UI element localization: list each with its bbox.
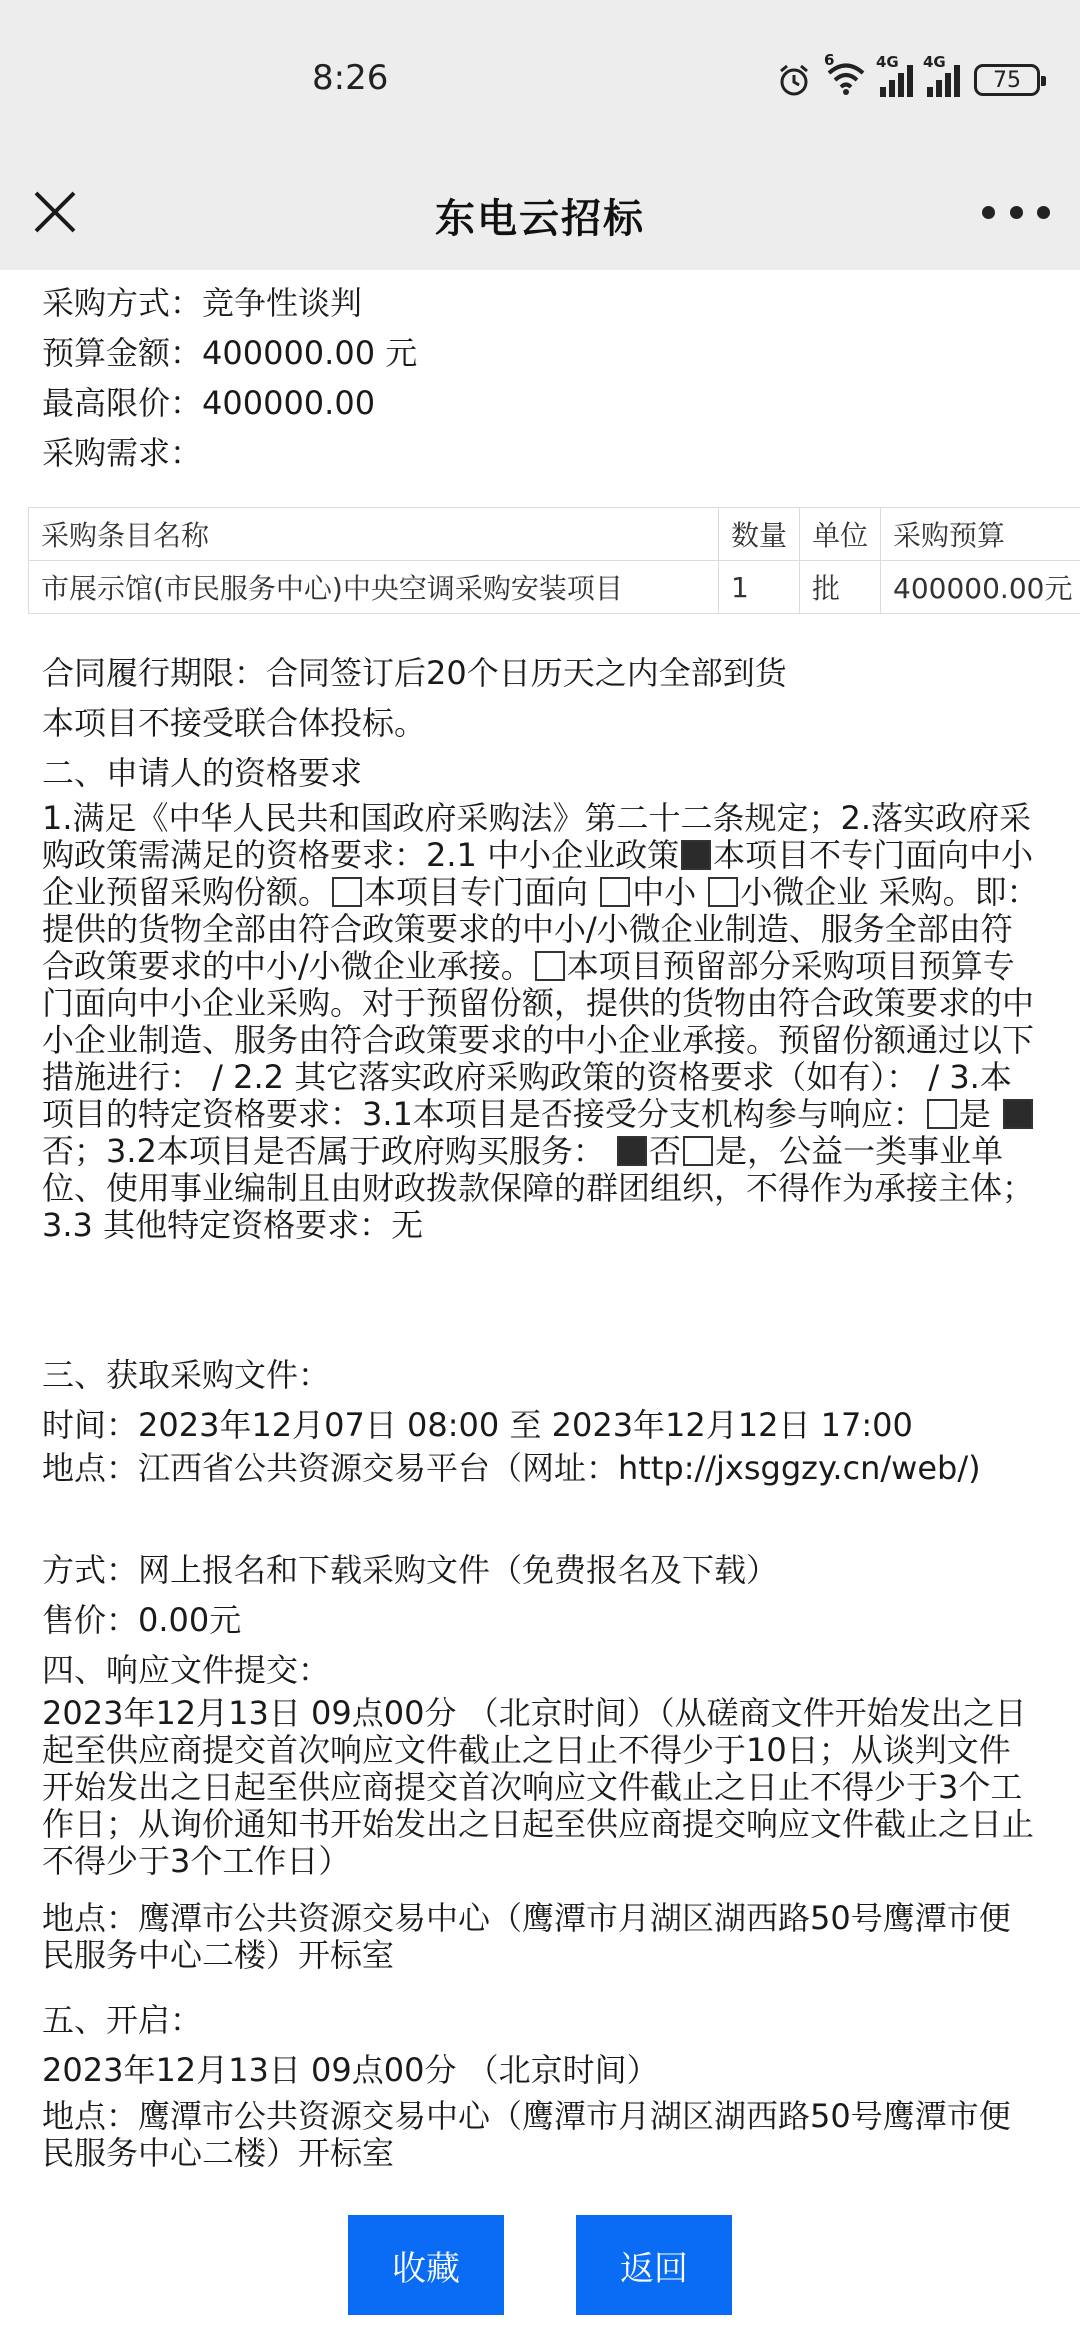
checkbox-unchecked [600, 877, 630, 907]
opening-place: 地点：鹰潭市公共资源交易中心（鹰潭市月湖区湖西路50号鹰潭市便民服务中心二楼）开标室 [42, 2097, 1011, 2172]
sim1-tag: 4G [876, 53, 899, 71]
procurement-method: 采购方式：竞争性谈判 [42, 284, 363, 322]
announcement-content[interactable] [0, 270, 1080, 2185]
opening-time: 2023年12月13日 09点00分 （北京时间） [42, 2051, 659, 2089]
more-icon[interactable] [982, 185, 1050, 239]
status-time: 8:26 [312, 58, 389, 98]
checkbox-checked [681, 840, 711, 870]
max-price: 最高限价：400000.00 [42, 384, 376, 422]
req-text: 否；3.2本项目是否属于政府购买服务： [42, 1132, 605, 1170]
table-row [29, 561, 1080, 614]
signal-icon-2 [923, 53, 960, 97]
budget-amount: 预算金额：400000.00 元 [42, 334, 418, 372]
obtain-price: 售价：0.00元 [42, 1601, 242, 1639]
req-text: 是 [958, 1095, 991, 1133]
submission-place: 地点：鹰潭市公共资源交易中心（鹰潭市月湖区湖西路50号鹰潭市便民服务中心二楼）开标室 [42, 1899, 1011, 1974]
wifi-indicator [824, 51, 866, 99]
req-text: 是，公益一类事业单位、使用事业编制且由财政拨款保障的群团组织，不得作为承接主体；3.3 其他特定资格要求：无 [42, 1132, 1035, 1244]
req-text: 本项目专门面向 [364, 873, 589, 911]
battery-icon: 75 [974, 64, 1040, 96]
contract-period: 合同履行期限：合同签订后20个日历天之内全部到货 [42, 654, 787, 692]
checkbox-unchecked [708, 877, 738, 907]
checkbox-unchecked [683, 1136, 713, 1166]
req-text: 中小 [632, 873, 697, 911]
page-title: 东电云招标 [435, 196, 645, 242]
favorite-button[interactable]: 收藏 [348, 2215, 504, 2315]
consortium-note: 本项目不接受联合体投标。 [42, 704, 427, 742]
section-title-obtain-documents: 三、获取采购文件： [42, 1356, 331, 1394]
back-button[interactable]: 返回 [576, 2215, 732, 2315]
column-header: 采购条目名称 [29, 508, 719, 561]
column-header: 采购预算 [881, 508, 1080, 561]
sim2-tag: 4G [923, 53, 946, 71]
submission-time: 2023年12月13日 09点00分 （北京时间）（从磋商文件开始发出之日起至供应商提交首次响应文件截止之日止不得少于10日；从谈判文件开始发出之日起至供应商提交首次响应文件截止之日止不得少于3个工作日；从询价通知书开始发出之日起至供应商提交响应文件截止之日止不得少于3个工作日） [42, 1694, 1035, 1880]
obtain-place: 地点：江西省公共资源交易平台（网址：http://jxsggzy.cn/web/) [42, 1449, 981, 1487]
signal-icon [876, 53, 913, 97]
checkbox-unchecked [535, 951, 565, 981]
item-name-cell: 市展示馆(市民服务中心)中央空调采购安装项目 [29, 561, 719, 614]
procurement-demand-label: 采购需求： [42, 434, 203, 472]
checkbox-unchecked [927, 1099, 957, 1129]
qualification-requirements [42, 800, 1042, 1244]
req-text: 本项目不专门面向中小企业预留采购份额。 [42, 836, 1034, 911]
req-text: 否 [649, 1132, 682, 1170]
bottom-action-bar [0, 2185, 1080, 2340]
section-title-qualification: 二、申请人的资格要求 [42, 754, 363, 792]
obtain-time: 时间：2023年12月07日 08:00 至 2023年12月12日 17:00 [42, 1406, 913, 1444]
section-title-opening: 五、开启： [42, 2001, 203, 2039]
status-icons [776, 51, 1040, 102]
procurement-items-table [28, 507, 1080, 614]
wifi-tag: 6 [824, 51, 835, 69]
req-text: 小微企业 采购。即：提供的货物全部由符合政策要求的中小/小微企业制造、服务全部由符合政策要求的中小/小微企业承接。 [42, 873, 1039, 985]
checkbox-checked [1003, 1099, 1033, 1129]
req-text: 本项目预留部分采购项目预算专门面向中小企业采购。对于预留份额，提供的货物由符合政策要求的中小企业制造、服务由符合政策要求的中小企业承接。预留份额通过以下措施进行： / 2.2 其它落实政府采购政策的资格要求（如有）： / 3.本项目的特定资格要求：3.1本项目是否接受分支机构参与响应： [42, 947, 1035, 1133]
alarm-icon [776, 62, 812, 98]
column-header: 数量 [719, 508, 800, 561]
checkbox-unchecked [332, 877, 362, 907]
column-header: 单位 [800, 508, 881, 561]
req-text: 1.满足《中华人民共和国政府采购法》第二十二条规定；2.落实政府采购政策需满足的资格要求：2.1 中小企业政策 [42, 799, 1032, 874]
status-bar [0, 0, 1080, 165]
section-title-submission: 四、响应文件提交： [42, 1651, 331, 1689]
unit-cell: 批 [800, 561, 881, 614]
budget-cell: 400000.00元 [881, 561, 1080, 614]
quantity-cell: 1 [719, 561, 800, 614]
table-header-row [29, 508, 1080, 561]
app-header [0, 165, 1080, 270]
checkbox-checked [617, 1136, 647, 1166]
obtain-method: 方式：网上报名和下载采购文件（免费报名及下载） [42, 1551, 779, 1589]
